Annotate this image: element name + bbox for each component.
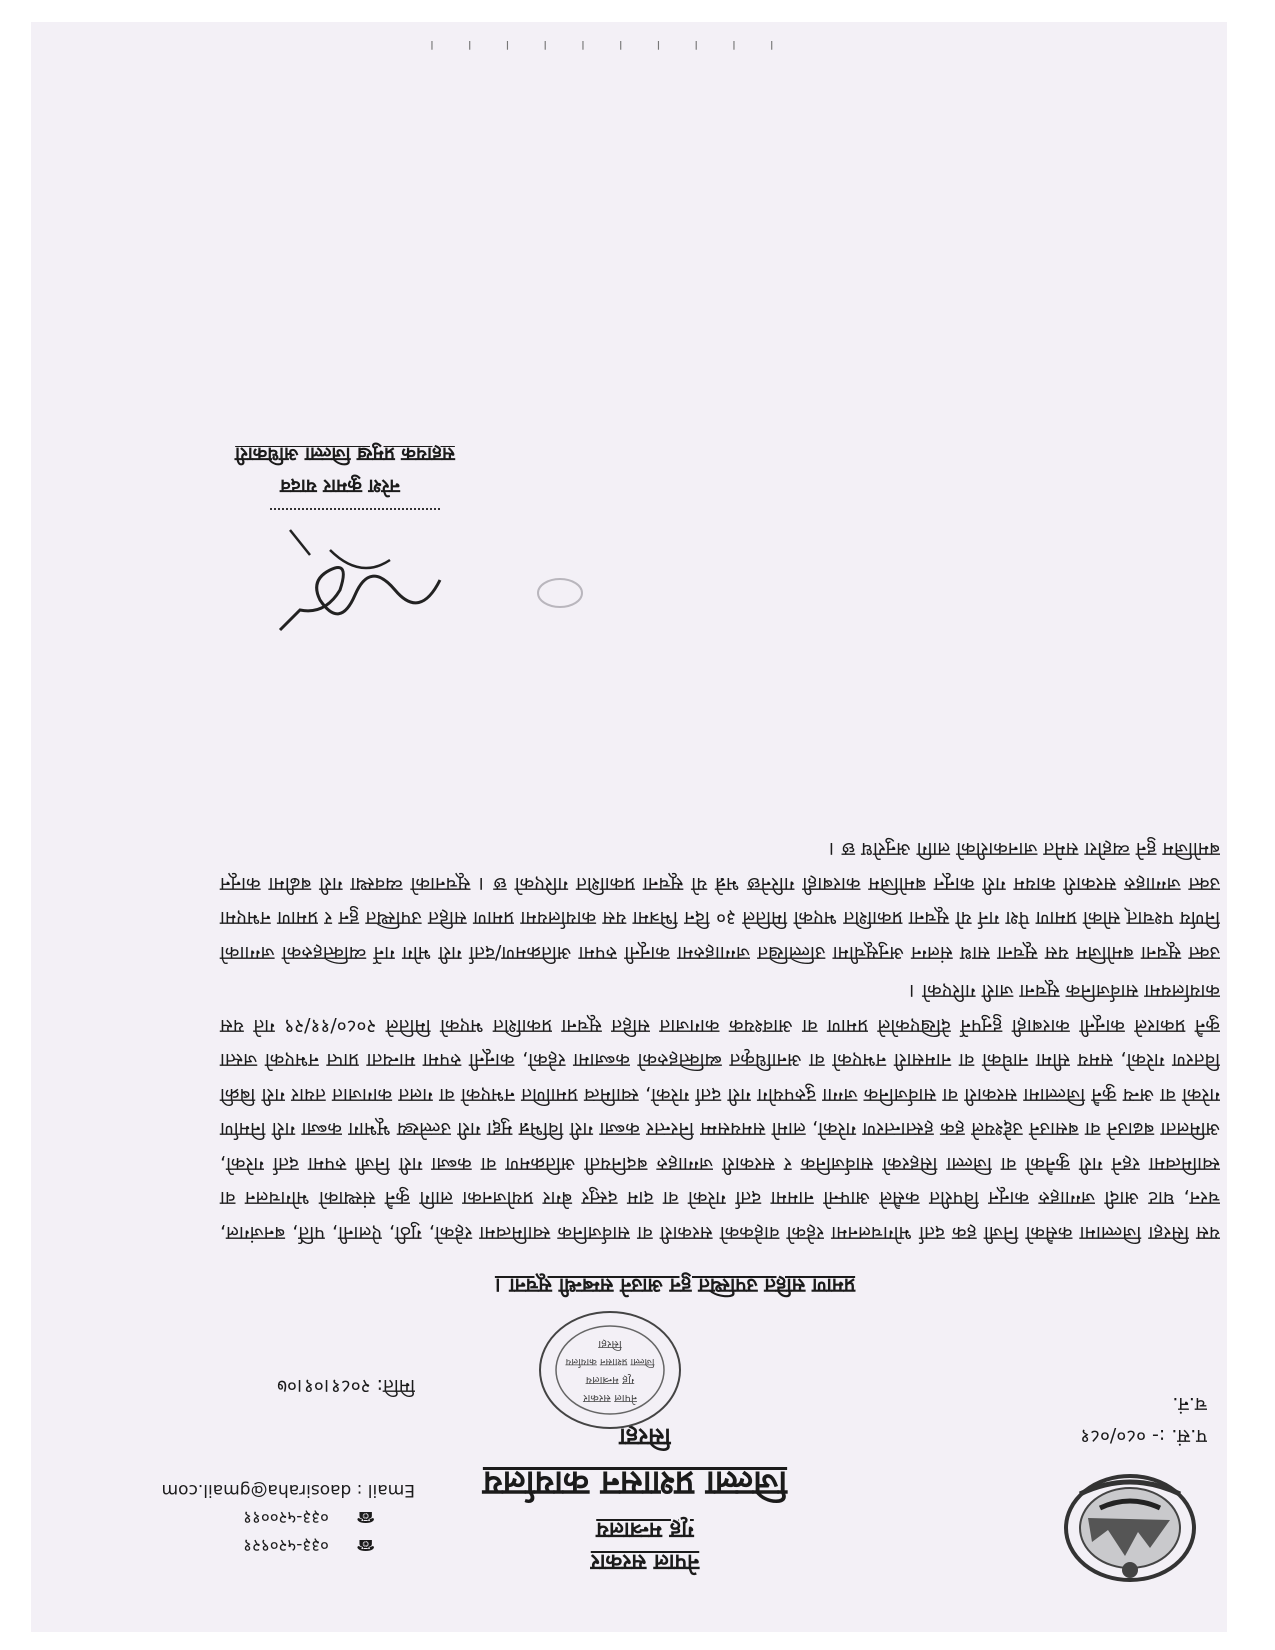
body-paragraph: उक्त सूचना बमोजिम यस सूचना साथ संलग्न अनुसूचीमा उल्लिखित जग्गाहरुमा कानूनी रुपमा अतिक्रमण/दर्ता गरी भोग गर्ने व्यक्तिहरुको जग्गाको निर्णय पश्चात् सोको प्रमाण पेश गर्न यो सूचना प्रकाशित भएको मितिले ३० दिन भित्रमा यस कार्यालयमा प्रमाण सहित उपस्थित हुन र प्रमाण नभएमा उक्त जग्गाहरु सरकारी कायम गरी कानून बमोजिम कारबाही गरिनेछ भन्ने यो सूचना प्रकाशित गरिएको छ । सूचनाको व्यवस्था गरी बढीमा कानून बमोजिम हुने व्यहोरा समेत जानकारीको लागि अनुरोध छ ।	[220, 838, 1220, 964]
faint-smudge	[535, 576, 585, 610]
phone-line-2	[75, 1507, 375, 1530]
bleed-through-text: । । । । । । । । । ।	[415, 37, 775, 53]
email-address: Email : daosiraha@gmail.com	[161, 1480, 415, 1500]
letter-date: मिति: २०८१।०१।०७	[277, 1375, 415, 1397]
office-name: जिल्ला प्रशासन कार्यालय	[482, 1463, 788, 1503]
ministry-name: गृह मन्त्रालय	[596, 1517, 694, 1542]
phone-number-2: ०३३-५२००११	[243, 1507, 329, 1527]
letter-body	[220, 832, 1220, 1250]
office-stamp	[535, 1305, 685, 1435]
telephone-icon: ☎	[356, 1536, 375, 1554]
stamp-text-2: गृह मन्त्रालय	[585, 1374, 635, 1387]
letter-subject: प्रमाण सहित उपस्थित हुन आउने सम्बन्धी सूचना ।	[494, 1274, 856, 1298]
body-paragraph: यस सिरहा जिल्लामा कसैको निजी हक दर्ता भोगचलनमा रहेको वाहेकको सरकारी वा सार्वजनिक स्वामित्वमा रहेको, गुठी, ऐलानी, पर्ति, बनजंगल, चरन, घाट आदी जग्गाहरु कानून विपरीत कसैले आफ्नो नाममा दर्ता गरेको वा दाम दस्तुर बेगर प्रयोजनका लागि कुनै संस्थाको भोगचलन वा स्वामित्वमा रहने गरी कुनैको वा जिल्ला सिहरको सार्वजनिक र सरकारी जग्गाहरु बदनियती अतिक्रमण वा कब्जा गरी निजी रुपमा दर्ता गरेको, अमिलता बढाउने वा बसाउने उद्देश्यले हक हस्तान्तरण गरेको, लामो समयसम्म निरन्तर कब्जा गरी विभिन्न मुद्दा गरी उल्लेख्य भूभाग कब्जा गरी निर्माण गरेको वा अन्य कुनै जिल्लामा सरकारी वा सार्वजनिक जग्गा दुरुपयोग गरी दर्ता गरेको, स्वामित्व प्रमाणित नभएको वा गलत कागजात तयार गरी बिक्री वितरण गरेको, समय सीमा नाघेको वा नामसारी नभएको वा अनाधिकृत ब्यक्तिहरुको कब्जामा रहेको, कानूनी रुपमा मान्यता प्राप्त नभएको जस्ता कुनै प्रकारले कानूनी कारबाही हुनुपर्ने देखिएकोले प्रमाण वा आवश्यक कागजात सहित सूचना प्रकाशित भएको मितिले २०८०/११/२९ गते यस कार्यालयमा सार्वजनिक सूचना जारी गरिएको ।	[220, 980, 1220, 1244]
signatory-name: नरेश कुमार यादव	[280, 475, 400, 497]
reference-number: प.सं. :- ०८०/०८१	[1080, 1425, 1207, 1447]
fax-icon: ☎	[356, 1508, 375, 1526]
government-name: नेपाल सरकार	[590, 1549, 700, 1574]
signature-dotted-line	[270, 508, 440, 510]
phone-number-1: ०३३-५२०९२१	[243, 1535, 329, 1555]
stamp-text-1: नेपाल सरकार	[583, 1392, 637, 1405]
signatory-title: सहायक प्रमुख जिल्ला अधिकारी	[235, 443, 455, 465]
dispatch-number: च.नं.	[1172, 1393, 1207, 1415]
handwritten-signature	[270, 520, 450, 650]
phone-line-1	[75, 1535, 375, 1558]
nepal-government-emblem-icon	[1060, 1470, 1200, 1590]
office-city: सिरहा	[619, 1423, 671, 1451]
stamp-text-4: सिरहा	[598, 1338, 622, 1351]
stamp-text-3: जिल्ला प्रशासन कार्यालय	[565, 1356, 655, 1367]
